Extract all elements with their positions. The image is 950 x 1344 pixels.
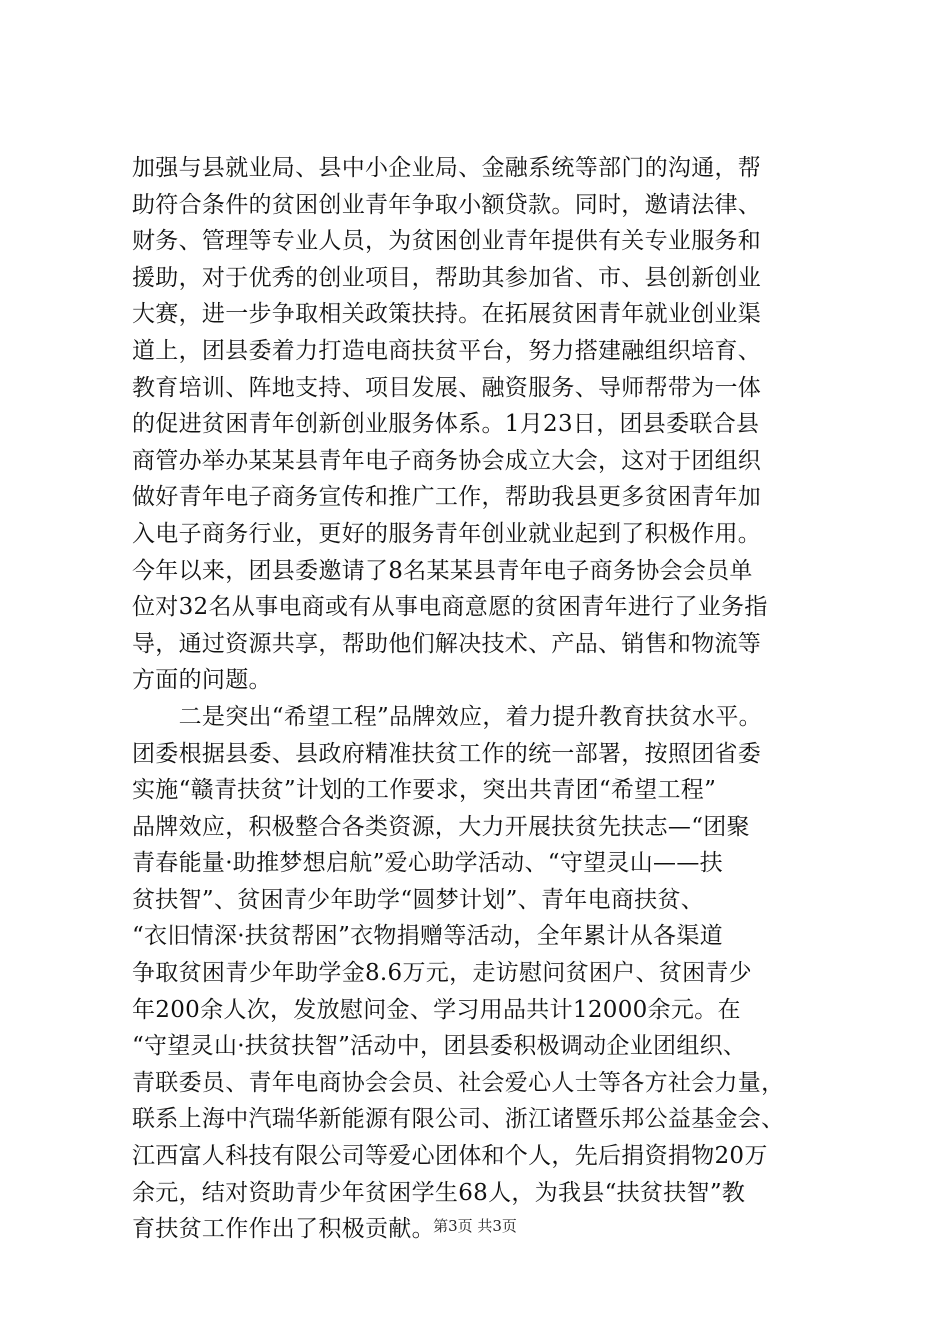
text-line: 加强与县就业局、县中小企业局、金融系统等部门的沟通，帮	[132, 155, 762, 181]
text-line: 二是突出“希望工程”品牌效应，着力提升教育扶贫水平。	[132, 703, 762, 730]
text-line: 争取贫困青少年助学金8.6万元，走访慰问贫困户、贫困青少	[132, 960, 752, 987]
body-text	[132, 150, 824, 1248]
text-line: 青联委员、青年电商协会会员、社会爱心人士等各方社会力量，	[132, 1069, 785, 1096]
text-line: 实施“赣青扶贫”计划的工作要求，突出共青团“希望工程”	[132, 777, 717, 804]
text-line: 联系上海中汽瑞华新能源有限公司、浙江诸暨乐邦公益基金会、	[132, 1106, 785, 1133]
text-line: 团委根据县委、县政府精准扶贫工作的统一部署，按照团省委	[132, 740, 762, 767]
text-line: 育扶贫工作作出了积极贡献。	[132, 1216, 435, 1243]
text-line: 余元，结对资助青少年贫困学生68人，为我县“扶贫扶智”教	[132, 1179, 746, 1206]
text-line: 江西富人科技有限公司等爱心团体和个人，先后捐资捐物20万	[132, 1143, 768, 1170]
page-footer: 第3页 共3页	[433, 1217, 517, 1235]
text-line: 青春能量·助推梦想启航”爱心助学活动、“守望灵山——扶	[132, 850, 723, 877]
text-line: 援助，对于优秀的创业项目，帮助其参加省、市、县创新创业	[132, 264, 762, 291]
text-line: 道上，团县委着力打造电商扶贫平台，努力搭建融组织培育、	[132, 337, 762, 364]
text-line: 大赛，进一步争取相关政策扶持。在拓展贫困青年就业创业渠	[132, 301, 762, 328]
text-line: 商管办举办某某县青年电子商务协会成立大会，这对于团组织	[132, 447, 762, 474]
text-line: 入电子商务行业，更好的服务青年创业就业起到了积极作用。	[132, 520, 762, 547]
text-line: 年200余人次，发放慰问金、学习用品共计12000余元。在	[132, 996, 741, 1023]
text-line: 品牌效应，积极整合各类资源，大力开展扶贫先扶志—“团聚	[132, 813, 750, 840]
text-line: 导，通过资源共享，帮助他们解决技术、产品、销售和物流等	[132, 630, 762, 657]
text-line: 位对32名从事电商或有从事电商意愿的贫困青年进行了业务指	[132, 594, 768, 621]
text-line: 做好青年电子商务宣传和推广工作，帮助我县更多贫困青年加	[132, 484, 762, 511]
text-line: 的促进贫困青年创新创业服务体系。1月23日，团县委联合县	[132, 411, 760, 438]
text-line: 教育培训、阵地支持、项目发展、融资服务、导师帮带为一体	[132, 374, 762, 401]
text-line: “衣旧情深·扶贫帮困”衣物捐赠等活动，全年累计从各渠道	[132, 923, 723, 950]
text-line: 财务、管理等专业人员，为贫困创业青年提供有关专业服务和	[132, 228, 762, 255]
text-line: “守望灵山·扶贫扶智”活动中，团县委积极调动企业团组织、	[132, 1033, 747, 1060]
text-line: 今年以来，团县委邀请了8名某某县青年电子商务协会会员单	[132, 557, 753, 584]
text-line: 方面的问题。	[132, 667, 272, 694]
text-line: 贫扶智”、贫困青少年助学“圆梦计划”、青年电商扶贫、	[132, 886, 705, 913]
text-line: 助符合条件的贫困创业青年争取小额贷款。同时，邀请法律、	[132, 191, 762, 218]
